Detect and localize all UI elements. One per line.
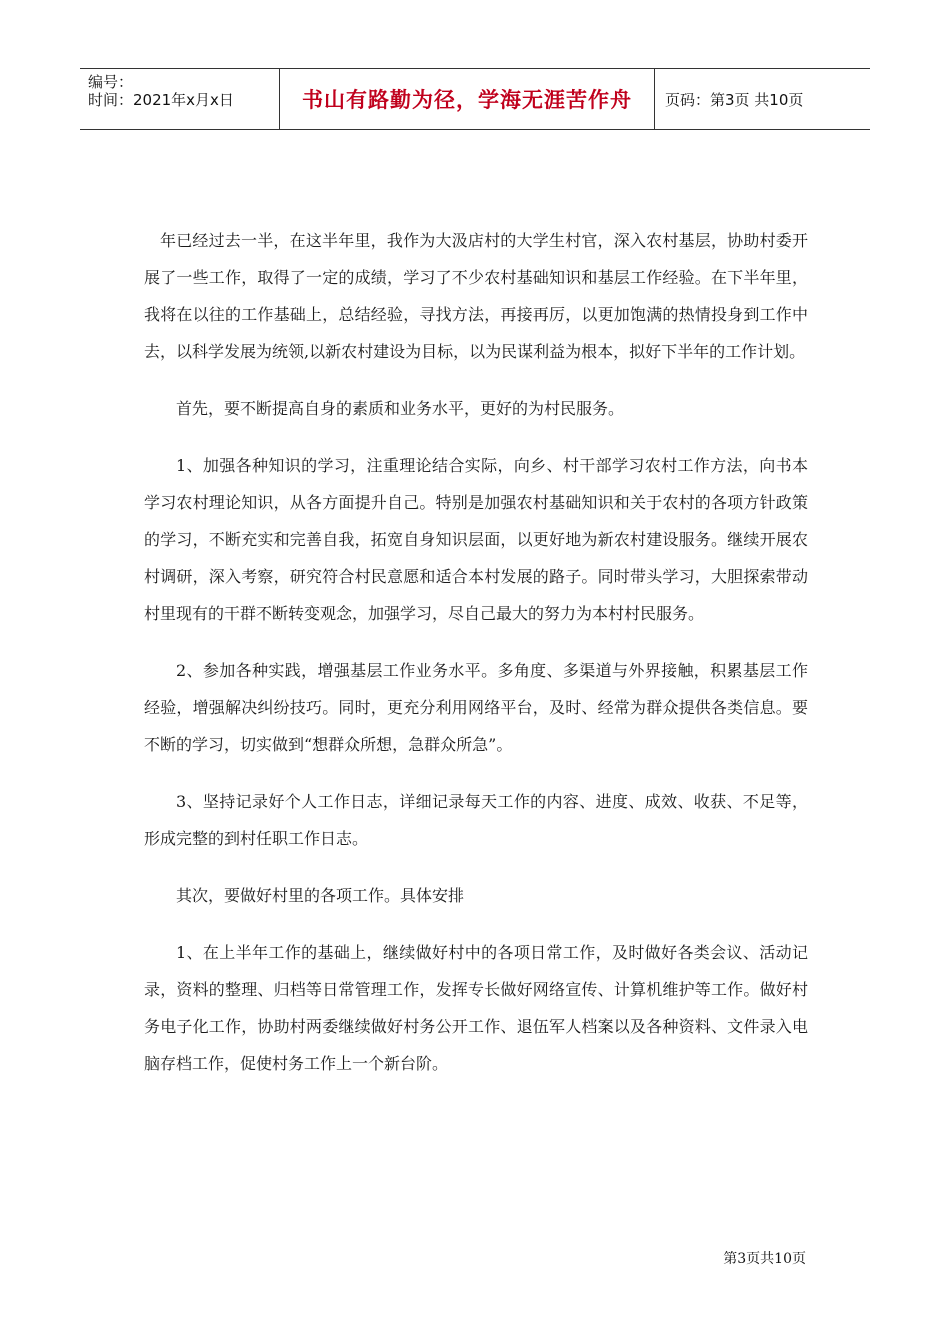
header-meta — [80, 69, 280, 129]
paragraph-section-one-heading: 首先，要不断提高自身的素质和业务水平，更好的为村民服务。 — [176, 399, 625, 418]
paragraph-intro: 年已经过去一半，在这半年里，我作为大汲店村的大学生村官，深入农村基层，协助村委开展了一些工作，取得了一定的成绩，学习了不少农村基础知识和基层工作经验。在下半年里，我将在以往的工作基础上，总结经验，寻找方法，再接再厉，以更加饱满的热情投身到工作中去，以科学发展为统领,以新农村建设为目标，以为民谋利益为根本，拟好下半年的工作计划。 — [144, 231, 808, 361]
document-number-label: 编号： — [88, 73, 134, 91]
paragraph-item-3: 3、坚持记录好个人工作日志，详细记录每天工作的内容、进度、成效、收获、不足等，形成完整的到村任职工作日志。 — [144, 792, 808, 848]
paragraph-item-1: 1、加强各种知识的学习，注重理论结合实际，向乡、村干部学习农村工作方法，向书本学习农村理论知识，从各方面提升自己。特别是加强农村基础知识和关于农村的各项方针政策的学习，不断充实和完善自我，拓宽自身知识层面，以更好地为新农村建设服务。继续开展农村调研，深入考察，研究符合村民意愿和适合本村发展的路子。同时带头学习，大胆探索带动村里现有的干群不断转变观念，加强学习，尽自己最大的努力为本村村民服务。 — [144, 456, 808, 623]
page-footer-number: 第3页共10页 — [723, 1251, 806, 1267]
header-motto: 书山有路勤为径，学海无涯苦作舟 — [280, 69, 655, 129]
paragraph-section-two-heading: 其次，要做好村里的各项工作。具体安排 — [176, 886, 465, 905]
document-body — [144, 222, 808, 1102]
header-page-info: 页码：第3页 共10页 — [665, 90, 804, 109]
document-time: 时间：2021年x月x日 — [88, 91, 234, 109]
paragraph-item-2: 2、参加各种实践，增强基层工作业务水平。多角度、多渠道与外界接触，积累基层工作经验，增强解决纠纷技巧。同时，更充分利用网络平台，及时、经常为群众提供各类信息。要不断的学习，切实做到“想群众所想，急群众所急”。 — [144, 661, 808, 754]
page-header — [80, 68, 870, 130]
paragraph-section-two-item-1: 1、在上半年工作的基础上，继续做好村中的各项日常工作，及时做好各类会议、活动记录，资料的整理、归档等日常管理工作，发挥专长做好网络宣传、计算机维护等工作。做好村务电子化工作，协助村两委继续做好村务公开工作、退伍军人档案以及各种资料、文件录入电脑存档工作，促使村务工作上一个新台阶。 — [144, 943, 808, 1073]
